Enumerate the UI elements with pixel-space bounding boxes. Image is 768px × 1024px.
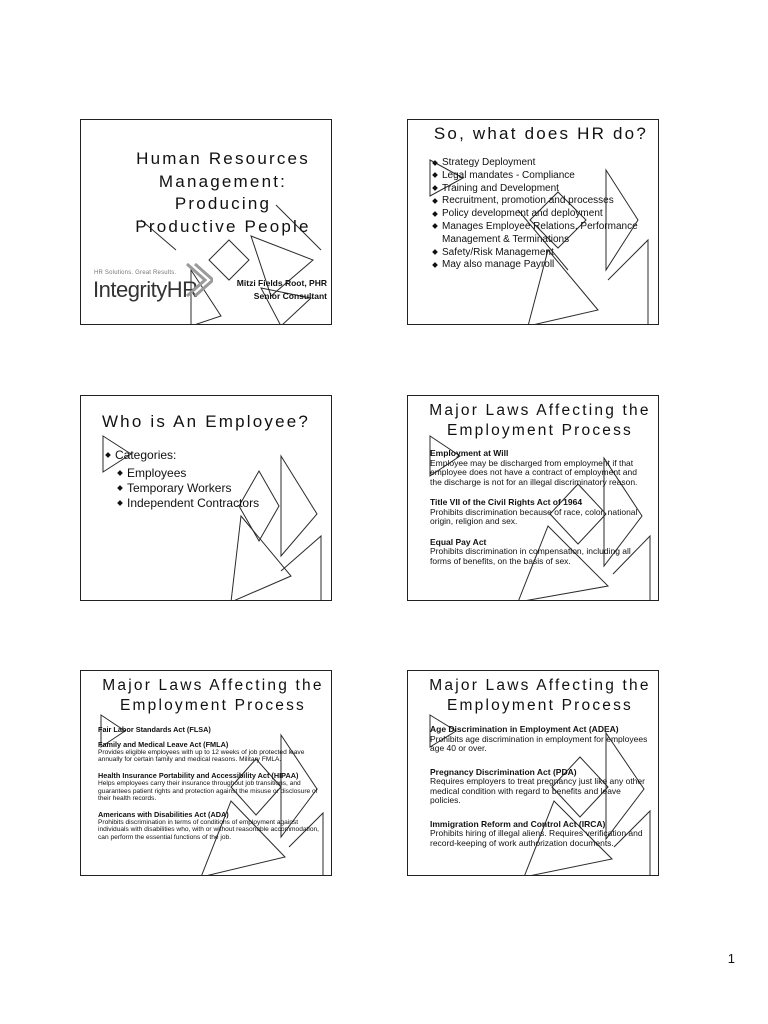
- slide-title-text: Human Resources Management: Producing Productive People: [135, 149, 311, 236]
- law-name: Americans with Disabilities Act (ADA): [98, 809, 229, 819]
- slide-body: [81, 716, 331, 841]
- law-name: Title VII of the Civil Rights Act of 1964: [430, 497, 583, 508]
- law-description: Provides eligible employees with up to 12 weeks of job protected leave annually for certain family and medical reasons. Military FMLA.: [98, 749, 305, 764]
- list-item: May also manage Payroll: [432, 259, 658, 272]
- slide-title-text: Major Laws Affecting the Employment Process: [429, 677, 651, 714]
- law-description: Prohibits discrimination in compensation, including all forms of benefits, on the basis of sex.: [430, 546, 631, 567]
- law-name: Immigration Reform and Control Act (IRCA): [430, 818, 606, 829]
- law-description: Employee may be discharged from employment if that employee does not have a contract of employment and the discharge is not for an illegal discriminatory reason.: [430, 457, 638, 487]
- slide-body: [408, 716, 658, 849]
- presenter-role: Senior Consultant: [253, 290, 327, 301]
- slide-what-hr-does: [407, 119, 659, 325]
- list-item: Strategy Deployment: [432, 157, 658, 170]
- slide-body: [81, 432, 331, 511]
- slide-body: [408, 144, 658, 272]
- list-item: [105, 448, 331, 511]
- category-sublist: [115, 466, 331, 511]
- list-item: Temporary Workers: [115, 481, 331, 496]
- logo-chevron-icon: [183, 260, 213, 300]
- law-name: Pregnancy Discrimination Act (PDA): [430, 766, 577, 777]
- law-description: Requires employers to treat pregnancy just like any other medical condition with regard to benefits and leave policies.: [430, 776, 645, 806]
- hr-duties-list: [432, 157, 658, 272]
- slide-title-text: So, what does HR do?: [433, 124, 648, 143]
- list-item: Policy development and deployment: [432, 208, 658, 221]
- categories-label: Categories:: [115, 448, 177, 462]
- law-description: Prohibits discrimination because of race, color, national origin, religion and sex.: [430, 506, 638, 527]
- list-item: Safety/Risk Management: [432, 247, 658, 260]
- law-description: Prohibits age discrimination in employment for employees age 40 or over.: [430, 733, 648, 754]
- list-item: Employees: [115, 466, 331, 481]
- slide-who-is-employee: [80, 395, 332, 601]
- slide-title: [80, 119, 332, 325]
- presenter-name: Mitzi Fields Root, PHR: [236, 278, 327, 288]
- slide-title-text: Who is An Employee?: [101, 412, 311, 431]
- law-name: Equal Pay Act: [430, 536, 487, 547]
- law-name: Family and Medical Leave Act (FMLA): [98, 739, 229, 749]
- slide-title-text: Major Laws Affecting the Employment Process: [102, 677, 324, 714]
- list-item: Independent Contractors: [115, 496, 331, 511]
- logo-wordmark: IntegrityHR: [93, 277, 198, 302]
- slide-major-laws-3: [407, 670, 659, 876]
- list-item: Training and Development: [432, 183, 658, 196]
- law-description: Prohibits discrimination in terms of conditions of employment against individuals with disabilities who, with or without reasonable accommodation, can perform the essential functions of the job.: [98, 819, 320, 841]
- law-description: Prohibits hiring of illegal aliens. Requires verification and record-keeping of work authorization documents.: [430, 828, 643, 849]
- law-name: Age Discrimination in Employment Act (ADEA): [430, 724, 619, 734]
- logo-tagline: HR Solutions. Great Results.: [94, 270, 177, 276]
- law-name: Health Insurance Portability and Accessibility Act (HIPAA): [98, 770, 299, 780]
- slide-major-laws-1: [407, 395, 659, 601]
- slide-body: [408, 441, 658, 567]
- list-item: Legal mandates - Compliance: [432, 170, 658, 183]
- law-name: Fair Labor Standards Act (FLSA): [98, 725, 211, 734]
- presenter-block: [237, 277, 327, 302]
- slide-title-text: Major Laws Affecting the Employment Process: [429, 402, 651, 439]
- page-number: 1: [727, 951, 735, 966]
- list-item: Recruitment, promotion and processes: [432, 195, 658, 208]
- law-description: Helps employees carry their insurance throughout job transitions, and guarantees patient rights and protection against the misuse or disclosure of their health records.: [98, 780, 318, 803]
- law-name: Employment at Will: [430, 448, 509, 458]
- employee-categories: [105, 448, 331, 511]
- slide-major-laws-2: [80, 670, 332, 876]
- list-item: Manages Employee Relations, Performance Management & Terminations: [432, 221, 658, 247]
